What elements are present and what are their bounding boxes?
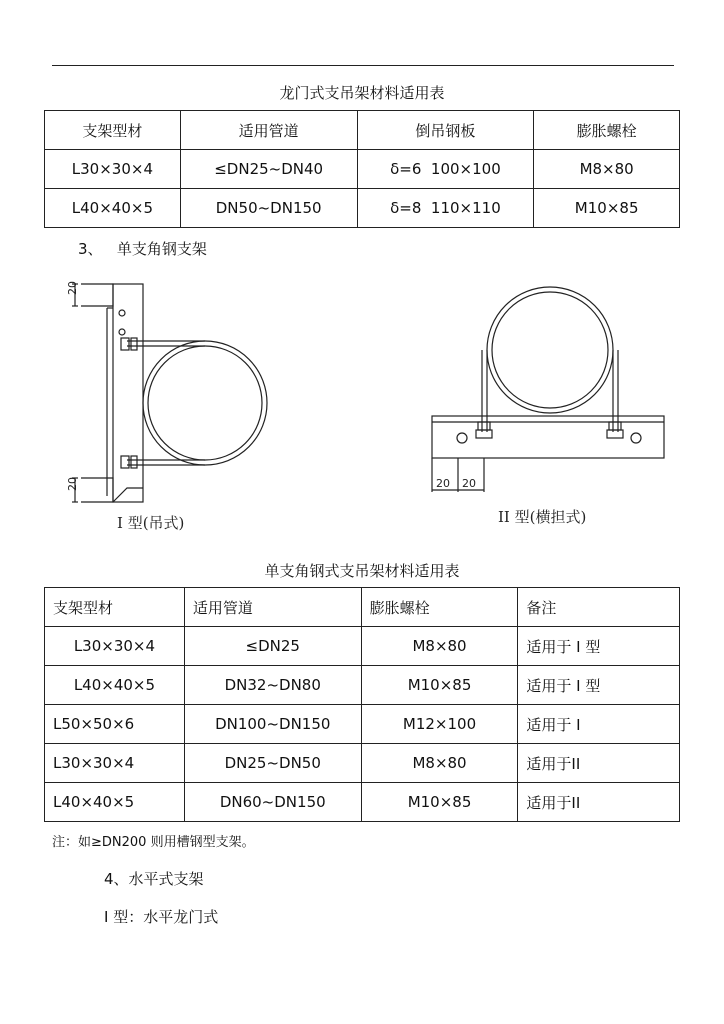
table-row	[45, 150, 680, 189]
table-row	[45, 705, 680, 744]
table-cell: L40×40×5	[45, 666, 185, 705]
table-cell: M10×85	[361, 783, 518, 822]
table-cell: L30×30×4	[45, 150, 181, 189]
single-angle-material-table	[44, 587, 680, 822]
table-row	[45, 627, 680, 666]
header-rule	[52, 65, 674, 66]
header-cell: 倒吊钢板	[357, 111, 534, 150]
table-row	[45, 744, 680, 783]
table2-caption: 单支角钢式支吊架材料适用表	[264, 562, 460, 580]
table-row	[45, 666, 680, 705]
table-cell: DN32~DN80	[184, 666, 361, 705]
header-cell: 支架型材	[45, 588, 185, 627]
table-cell: L40×40×5	[45, 189, 181, 228]
table-cell: M10×85	[361, 666, 518, 705]
dimension-top: 20	[66, 281, 79, 295]
table-cell: 适用于II	[518, 783, 680, 822]
table-cell: L30×30×4	[45, 744, 185, 783]
table-row	[45, 783, 680, 822]
table-cell: 适用于II	[518, 744, 680, 783]
table-cell: DN50~DN150	[180, 189, 357, 228]
section4-subheading: I 型：水平龙门式	[104, 908, 219, 926]
table-cell: M10×85	[534, 189, 680, 228]
table-header-row	[45, 111, 680, 150]
table-cell: M12×100	[361, 705, 518, 744]
table-cell: M8×80	[534, 150, 680, 189]
header-cell: 膨胀螺栓	[534, 111, 680, 150]
figure-crossarm-bracket	[420, 282, 680, 532]
table-cell: ≤DN25	[184, 627, 361, 666]
dimension-b: 20	[462, 477, 476, 490]
table-cell: L50×50×6	[45, 705, 185, 744]
table-header-row	[45, 588, 680, 627]
table-row	[45, 189, 680, 228]
table-cell: L30×30×4	[45, 627, 185, 666]
figure-hanging-bracket	[55, 278, 295, 538]
figure1-label: I 型(吊式)	[117, 514, 185, 532]
table-cell: M8×80	[361, 744, 518, 783]
table-cell: δ=6 100×100	[357, 150, 534, 189]
table-cell: 适用于 I	[518, 705, 680, 744]
table-cell: DN100~DN150	[184, 705, 361, 744]
table1-caption: 龙门式支吊架材料适用表	[279, 84, 445, 102]
header-cell: 支架型材	[45, 111, 181, 150]
footnote: 注：如≥DN200 则用槽钢型支架。	[52, 835, 255, 850]
header-cell: 适用管道	[184, 588, 361, 627]
figure2-label: II 型(横担式)	[498, 508, 587, 526]
table-cell: 适用于 I 型	[518, 666, 680, 705]
table-cell: L40×40×5	[45, 783, 185, 822]
header-cell: 适用管道	[180, 111, 357, 150]
section4-heading: 4、水平式支架	[104, 870, 204, 888]
table-cell: DN60~DN150	[184, 783, 361, 822]
dimension-a: 20	[436, 477, 450, 490]
table-cell: DN25~DN50	[184, 744, 361, 783]
header-cell: 备注	[518, 588, 680, 627]
header-cell: 膨胀螺栓	[361, 588, 518, 627]
gantry-material-table	[44, 110, 680, 228]
dimension-bottom: 20	[66, 477, 79, 491]
table-cell: δ=8 110×110	[357, 189, 534, 228]
section3-heading: 3、 单支角钢支架	[78, 240, 207, 258]
table-cell: 适用于 I 型	[518, 627, 680, 666]
table-cell: ≤DN25~DN40	[180, 150, 357, 189]
table-cell: M8×80	[361, 627, 518, 666]
